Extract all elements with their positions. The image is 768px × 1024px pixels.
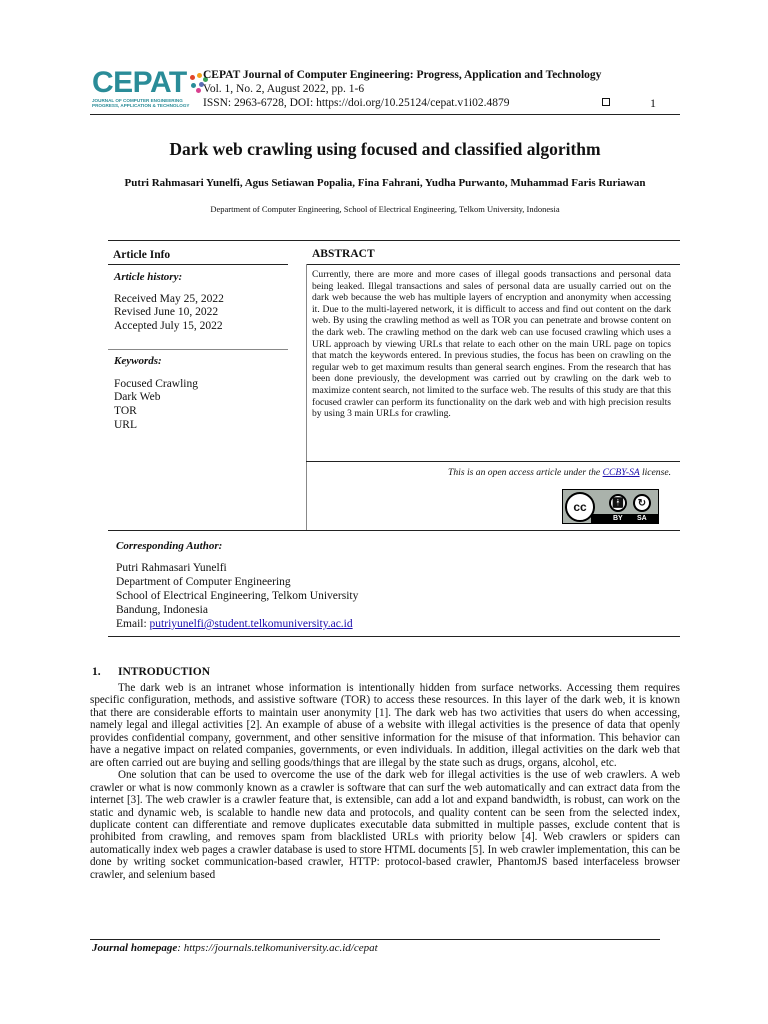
attribution-person-icon: 🚹︎ — [609, 494, 627, 512]
page-number: 1 — [650, 96, 656, 110]
creative-commons-icon: cc — [565, 492, 595, 522]
section-number: 1. — [92, 666, 101, 678]
author-list: Putri Rahmasari Yunelfi, Agus Setiawan Popalia, Fina Fahrani, Yudha Purwanto, Muhammad Faris Ruriawan — [124, 177, 646, 189]
keywords-rule — [108, 349, 288, 350]
corresponding-dept: Department of Computer Engineering — [116, 576, 291, 588]
keywords-label: Keywords: — [114, 355, 162, 367]
abstract-bottom-rule — [306, 461, 680, 462]
paragraph: The dark web is an intranet whose information is intentionally hidden from surface networks. Accessing them requires specific configuration, methods, and assistive software (TOR) to access these resources. In this layer of the dark web, it is known that there are considerable efforts to maintain user anonymity [1]. The dark web has two activities that users do when accessing, namely legal and illegal activities [2]. An example of abuse of a website with illegal activities is the presence of data that openly provides confidential company, government, and other sensitive information for the misuse of that information. This behavior can have a negative impact on related companies, governments, or even individuals. In addition, illegal activities on the dark web that are often carried out are buying and selling goods/things that are illegal by the state such as drugs, organs, alcohol, etc. — [90, 682, 680, 769]
affiliation: Department of Computer Engineering, School of Electrical Engineering, Telkom University, Indonesia — [210, 204, 560, 214]
homepage-url[interactable]: https://journals.telkomuniversity.ac.id/cepat — [183, 942, 378, 954]
corresponding-author-label: Corresponding Author: — [116, 540, 223, 552]
badge-sa-label: SA — [637, 515, 647, 522]
email-label: Email: — [116, 618, 150, 630]
corresponding-email-line — [116, 617, 353, 631]
info-top-rule — [108, 240, 680, 241]
share-alike-icon: ↻ — [633, 494, 651, 512]
corresponding-city: Bandung, Indonesia — [116, 604, 208, 616]
info-head-rule — [108, 264, 288, 265]
license-statement — [312, 467, 671, 478]
keyword-item: URL — [114, 419, 137, 431]
logo-dots-icon — [188, 72, 200, 94]
journal-logo — [92, 68, 200, 106]
logo-wordmark: CEPAT — [92, 66, 187, 99]
footer-divider — [90, 939, 660, 940]
cc-by-sa-badge[interactable] — [562, 489, 659, 524]
received-date: Received May 25, 2022 — [114, 293, 224, 305]
license-suffix: license. — [639, 467, 671, 478]
abstract-heading: ABSTRACT — [312, 248, 375, 260]
abstract-head-rule — [306, 264, 680, 265]
square-icon — [602, 98, 610, 106]
history-label: Article history: — [114, 271, 183, 283]
section-heading — [92, 666, 210, 678]
homepage-separator: : — [177, 942, 184, 954]
revised-date: Revised June 10, 2022 — [114, 306, 219, 318]
column-divider — [306, 264, 307, 530]
article-info-heading: Article Info — [113, 249, 171, 261]
corresponding-name: Putri Rahmasari Yunelfi — [116, 562, 227, 574]
volume-line: Vol. 1, No. 2, August 2022, pp. 1-6 — [203, 83, 365, 95]
license-link[interactable]: CCBY-SA — [602, 467, 640, 478]
logo-subtitle-1: JOURNAL OF COMPUTER ENGINEERING — [92, 98, 183, 103]
email-link[interactable]: putriyunelfi@student.telkomuniversity.ac.id — [149, 618, 353, 630]
badge-strip — [591, 514, 659, 524]
keyword-item: Focused Crawling — [114, 378, 199, 390]
homepage-label: Journal homepage — [92, 942, 178, 954]
header-divider — [90, 114, 680, 115]
keyword-item: TOR — [114, 405, 137, 417]
info-bottom-rule — [108, 530, 680, 531]
journal-header — [203, 68, 601, 110]
badge-by-label: BY — [613, 515, 623, 522]
corresponding-school: School of Electrical Engineering, Telkom University — [116, 590, 359, 602]
journal-name: CEPAT Journal of Computer Engineering: Progress, Application and Technology — [203, 69, 602, 81]
keyword-item: Dark Web — [114, 391, 161, 403]
paragraph: One solution that can be used to overcome the use of the dark web for illegal activities is the use of web crawlers. A web crawler or what is now commonly known as a crawler is software that can surf the web automatically and can extract data from the internet [3]. The web crawler is a crawler feature that, is extensible, can add a lot and expand bandwidth, is robust, can work on the static and dynamic web, is scalable to handle new data and protocols, and quality content can be seen from the selected index, duplicate content can differentiate and remove duplicates executable data submitted in multiple passes, exclude content that is prohibited from crawling, and removes spam from blacklisted URLs with priority below [4]. Web crawlers or spiders can automatically index web pages a crawler database is used to store HTML documents [5]. In web crawler implementation, this can be done by writing socket communication-based crawler, HTTP: protocol-based crawler, PhantomJS based interfaceless browser crawler, and selenium based — [90, 769, 680, 881]
introduction-body — [90, 682, 680, 881]
license-prefix: This is an open access article under the — [448, 467, 603, 478]
issn-line: ISSN: 2963-6728, DOI: https://doi.org/10.25124/cepat.v1i02.4879 — [203, 97, 510, 109]
logo-subtitle-2: PROGRESS, APPLICATION & TECHNOLOGY — [92, 103, 190, 108]
accepted-date: Accepted July 15, 2022 — [114, 320, 223, 332]
corresponding-bottom-rule — [108, 636, 680, 637]
journal-homepage-footer — [92, 942, 378, 954]
section-title: INTRODUCTION — [118, 666, 211, 678]
abstract-text: Currently, there are more and more cases of illegal goods transactions and personal data being leaked. Illegal transactions and sales of personal data are usually carried out on the dark web because the web has multiple layers of encryption and anonymity when accessing it. Due to the multi-layered network, it is difficult to access and find out content on the dark web. By using the crawling method as well as TOR you can penetrate and browse content on the dark web. The crawling method on the dark web can use focused crawling which uses a URL approach by viewing URLs that relate to each other on the main URL page on topics that match the keywords entered. In previous studies, the focus has been on crawling on the regular web to get maximum results than general search engines. From the research that has been done previously, the development was carried out by crawling on the dark web to maximize content search, not limited to the surface web. The results of this study are that this focused crawler can perform its functionality on the dark web and with high precision results by using 3 main URLs for crawling. — [312, 269, 671, 420]
paper-title: Dark web crawling using focused and classified algorithm — [169, 139, 601, 159]
